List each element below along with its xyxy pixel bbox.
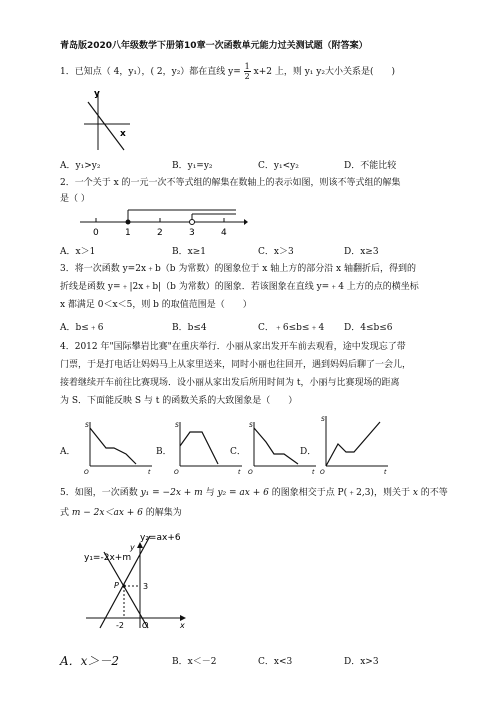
q1-axis-y-label: y xyxy=(94,89,100,99)
q2-option-d[interactable]: D．x≥3 xyxy=(344,247,379,257)
q4-graph-d[interactable] xyxy=(318,412,390,474)
q4b-axis-t: t xyxy=(238,469,241,476)
q2-tick-label-4: 4 xyxy=(221,228,227,238)
q4c-origin: O xyxy=(248,469,253,476)
q5-line-2 xyxy=(60,506,182,520)
q2-point-1-solid xyxy=(126,220,131,225)
q5-option-d[interactable]: D．x>3 xyxy=(344,657,379,667)
q4-option-a-label[interactable]: A． xyxy=(60,447,76,457)
q1-axis-x-label: x xyxy=(120,129,126,139)
q5-l2-c: 的解集为 xyxy=(142,508,182,518)
q4-option-b-label[interactable]: B． xyxy=(156,447,172,457)
q4c-axis-s: S xyxy=(249,422,253,429)
q3-option-c[interactable]: C．﹢6≤b≤﹢4 xyxy=(258,323,325,333)
q4-line-3: 接着继续开车前往比赛现场．设小丽从家出发后所用时间为 t，小丽与比赛现场的距离 xyxy=(60,378,400,388)
q5-l2-a: 式 xyxy=(60,508,72,518)
q4c-axis-t: t xyxy=(312,469,315,476)
q3-line-2: 折线是函数 y=﹢|2x﹢b|（b 为常数）的图象．若该图象在直线 y=﹢4 上方的点的横坐标 xyxy=(60,282,419,292)
q5-label-y2: y₂=ax+6 xyxy=(140,533,181,543)
q5-point-p xyxy=(122,584,125,587)
q4b-axis-s: S xyxy=(175,422,179,429)
q4-option-c-label[interactable]: C． xyxy=(230,447,246,457)
q5-label-y: y xyxy=(130,543,135,552)
q4-option-d-label[interactable]: D． xyxy=(300,447,317,457)
q1-option-b[interactable]: B．y₁=y₂ xyxy=(172,161,213,171)
q2-tick-label-2: 2 xyxy=(157,228,163,238)
q2-tick-label-1: 1 xyxy=(125,228,131,238)
q5-option-a[interactable] xyxy=(60,652,119,669)
q4-line-1: 4．2012 年"国际攀岩比赛"在重庆举行．小丽从家出发开车前去观看，途中发现忘了带 xyxy=(60,342,406,352)
q1-fraction xyxy=(244,62,251,81)
q2-ticks xyxy=(96,218,224,222)
q1-option-a[interactable]: A．y₁>y₂ xyxy=(60,161,101,171)
q2-tick-label-0: 0 xyxy=(93,228,99,238)
q5-option-c[interactable]: C．x<3 xyxy=(258,657,293,667)
q4d-origin: O xyxy=(320,469,325,476)
q2-point-3-open xyxy=(190,220,195,225)
q5-line-y1 xyxy=(104,552,148,628)
q5-label-p: P xyxy=(114,581,119,590)
q5-l1-a: 5．如图，一次函数 xyxy=(60,488,141,498)
q1-frac-denominator: 2 xyxy=(244,72,250,81)
q1-option-d[interactable]: D．不能比较 xyxy=(344,161,397,171)
q3-option-b[interactable]: B．b≤4 xyxy=(172,323,207,333)
q4b-origin: O xyxy=(174,469,179,476)
q2-tick-label-3: 3 xyxy=(189,228,195,238)
q5-l1-g: 的不等 xyxy=(417,488,448,498)
q5-l1-x: x xyxy=(412,488,418,498)
q4d-axis-t: t xyxy=(384,469,387,476)
q2-line-1: 2．一个关于 x 的一元一次不等式组的解集在数轴上的表示如图，则该不等式组的解集 xyxy=(60,178,401,188)
q1-stem-part-a: 1．已知点（ 4，y₁），( 2，y₂）都在直线 y= xyxy=(60,67,241,77)
q2-option-c[interactable]: C．x＞3 xyxy=(258,247,294,257)
q5-l1-y1: y₁ = −2x + m xyxy=(140,488,203,498)
q4a-axis-t: t xyxy=(148,469,151,476)
q5-label-3: 3 xyxy=(143,582,149,591)
q1-graph xyxy=(84,88,144,152)
question-1-stem xyxy=(60,62,395,81)
q5-label-x: x xyxy=(180,621,185,630)
q2-option-b[interactable]: B．x≥1 xyxy=(172,247,206,257)
q5-label-y1: y₁=-2x+m xyxy=(84,553,132,563)
q5-l1-c: 与 xyxy=(202,488,218,498)
q5-label-minus2: -2 xyxy=(116,621,124,630)
q5-option-a-text: A．x＞－2 xyxy=(60,654,120,668)
q1-stem-part-b: x+2 上，则 y₁ y₂大小关系是( ) xyxy=(253,67,395,77)
q4d-axis-s: S xyxy=(321,416,325,423)
q2-axis-arrow xyxy=(244,219,248,225)
q3-option-d[interactable]: D．4≤b≤6 xyxy=(344,323,393,333)
q5-option-b[interactable]: B．x＜－2 xyxy=(172,657,217,667)
q5-l2-inequality: m − 2x＜ax + 6 xyxy=(71,508,143,518)
q4a-origin: O xyxy=(84,469,89,476)
q5-l1-y2: y₂ = ax + 6 xyxy=(217,488,269,498)
q1-frac-numerator: 1 xyxy=(244,62,250,71)
q2-line-2: 是（ ） xyxy=(60,194,90,204)
q5-graph xyxy=(82,530,192,630)
q5-label-origin: O xyxy=(142,621,149,630)
q1-line xyxy=(88,102,124,150)
q5-l1-e: 的图象相交于点 P(﹢2,3)，则关于 xyxy=(268,488,413,498)
q3-line-1: 3．将一次函数 y=2x﹢b（b 为常数）的图象位于 x 轴上方的部分沿 x 轴翻折后，得到的 xyxy=(60,264,416,274)
q5-line-1 xyxy=(60,486,448,500)
q1-option-c[interactable]: C．y₁<y₂ xyxy=(258,161,299,171)
q2-number-line xyxy=(76,208,246,238)
q4a-axis-s: S xyxy=(85,422,89,429)
q4-line-4: 为 S．下面能反映 S 与 t 的函数关系的大致图象是（ ） xyxy=(60,396,298,406)
q3-line-3: x 都满足 0＜x＜5，则 b 的取值范围是（ ） xyxy=(60,300,252,310)
q4-graph-a[interactable] xyxy=(82,418,154,474)
q3-option-a[interactable]: A．b≤﹢6 xyxy=(60,323,104,333)
document-title: 青岛版2020八年级数学下册第10章一次函数单元能力过关测试题（附答案） xyxy=(60,41,368,51)
q2-option-a[interactable]: A．x＞1 xyxy=(60,247,96,257)
q4-line-2: 门票，于是打电话让妈妈马上从家里送来，同时小丽也往回开，遇到妈妈后聊了一会儿， xyxy=(60,360,412,370)
